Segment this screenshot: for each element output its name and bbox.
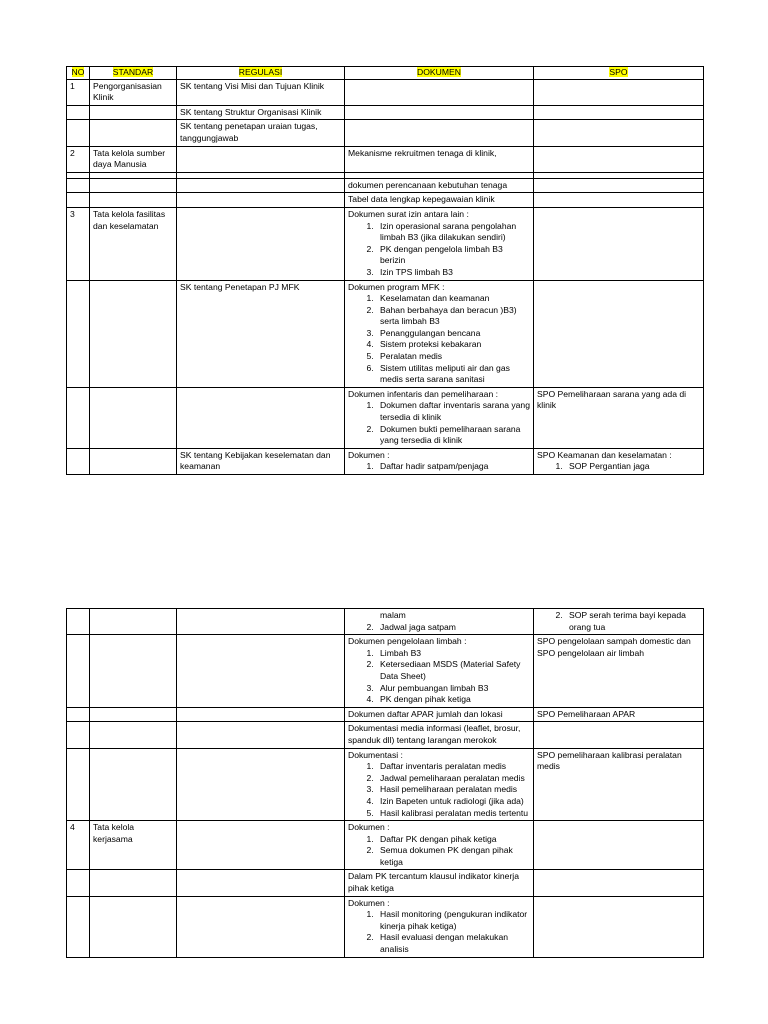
cell-standar [90, 448, 177, 474]
cell-text: Dokumen : [348, 897, 390, 908]
cell-regulasi [177, 748, 345, 821]
cell-regulasi [177, 821, 345, 870]
list-item: 3. Hasil pemeliharaan peralatan medis [376, 784, 530, 796]
cell-spo [534, 207, 704, 280]
cell-regulasi [177, 387, 345, 448]
cell-no [67, 722, 90, 748]
standards-table-page-1 [66, 66, 704, 475]
cell-spo [534, 146, 704, 172]
numbered-list [348, 648, 530, 706]
cell-regulasi [177, 448, 345, 474]
cell-standar [90, 280, 177, 387]
cell-dokumen [345, 448, 534, 474]
cell-text: Tata kelola kerjasama [93, 822, 135, 844]
cell-regulasi [177, 635, 345, 708]
header-regulasi: REGULASI [177, 67, 345, 80]
list-item: 1. Izin operasional sarana pengolahan limbah B3 (jika dilakukan sendiri) [376, 221, 530, 244]
cell-regulasi [177, 178, 345, 193]
cell-standar [90, 120, 177, 146]
table-row [67, 146, 704, 172]
cell-dokumen [345, 178, 534, 193]
table-row [67, 609, 704, 635]
list-item: 2. Hasil evaluasi dengan melakukan analisis [376, 932, 530, 955]
table-row [67, 387, 704, 448]
cell-no [67, 207, 90, 280]
cell-spo [534, 707, 704, 722]
cell-text: SK tentang Kebijakan keselematan dan keamanan [180, 449, 331, 472]
list-item: 2. Jadwal pemeliharaan peralatan medis [376, 773, 530, 785]
cell-no [67, 748, 90, 821]
table-row [67, 870, 704, 896]
list-item: 1. Daftar PK dengan pihak ketiga [376, 834, 530, 846]
cell-text: 4 [70, 822, 75, 833]
list-item: 2. Jadwal jaga satpam [376, 622, 530, 634]
list-item: 1. Dokumen daftar inventaris sarana yang tersedia di klinik [376, 400, 530, 423]
numbered-list [348, 400, 530, 446]
numbered-list [348, 909, 530, 955]
cell-standar [90, 896, 177, 957]
cell-spo [534, 105, 704, 120]
cell-dokumen [345, 79, 534, 105]
cell-spo [534, 280, 704, 387]
cell-regulasi [177, 146, 345, 172]
list-item: 4. PK dengan pihak ketiga [376, 694, 530, 706]
cell-text: SPO Pemeliharaan APAR [537, 708, 636, 719]
cell-spo [534, 635, 704, 708]
cell-dokumen [345, 120, 534, 146]
list-item: 2. Dokumen bukti pemeliharaan sarana yang tersedia di klinik [376, 424, 530, 447]
list-item: 3. Izin TPS limbah B3 [376, 267, 530, 279]
cell-dokumen [345, 748, 534, 821]
list-item: 1. Limbah B3 [376, 648, 530, 660]
list-item: 3. Alur pembuangan limbah B3 [376, 683, 530, 695]
table-row [67, 896, 704, 957]
cell-text: Dokumen : [348, 822, 390, 833]
cell-text: Dalam PK tercantum klausul indikator kinerja pihak ketiga [348, 871, 519, 894]
cell-dokumen [345, 722, 534, 748]
cell-text: Dokumentasi media informasi (leaflet, brosur, spanduk dll) tentang larangan merokok [348, 723, 521, 745]
cell-no [67, 387, 90, 448]
cell-text: SPO Pemeliharaan sarana yang ada di klinik [537, 388, 687, 411]
cell-text: Mekanisme rekruitmen tenaga di klinik, [348, 147, 497, 158]
cell-text: Dokumen : [348, 449, 390, 460]
cell-regulasi [177, 105, 345, 120]
cell-no [67, 105, 90, 120]
cell-text: 1 [70, 80, 75, 91]
cell-dokumen [345, 896, 534, 957]
numbered-list [348, 761, 530, 819]
table-row [67, 280, 704, 387]
table-row [67, 105, 704, 120]
list-item: 2. SOP serah terima bayi kepada orang tua [565, 610, 700, 633]
cell-dokumen [345, 146, 534, 172]
list-item: 5. Peralatan medis [376, 351, 530, 363]
numbered-list [537, 461, 700, 473]
cell-regulasi [177, 707, 345, 722]
cell-dokumen [345, 870, 534, 896]
cell-no [67, 609, 90, 635]
cell-no [67, 896, 90, 957]
cell-no [67, 178, 90, 193]
list-item: 2. Semua dokumen PK dengan pihak ketiga [376, 845, 530, 868]
cell-standar [90, 79, 177, 105]
list-item: 1. Keselamatan dan keamanan [376, 293, 530, 305]
cell-spo [534, 821, 704, 870]
cell-text: Dokumen program MFK : [348, 281, 445, 292]
cell-dokumen [345, 280, 534, 387]
cell-text: Dokumen surat izin antara lain : [348, 208, 469, 219]
cell-regulasi [177, 280, 345, 387]
cell-no [67, 120, 90, 146]
table-row [67, 448, 704, 474]
header-standar: STANDAR [90, 67, 177, 80]
table-body [67, 609, 704, 958]
cell-text: Dokumen pengelolaan limbah : [348, 636, 467, 647]
cell-standar [90, 707, 177, 722]
table-row [67, 178, 704, 193]
cell-regulasi [177, 79, 345, 105]
table-row [67, 748, 704, 821]
cell-no [67, 870, 90, 896]
cell-regulasi [177, 207, 345, 280]
cell-regulasi [177, 722, 345, 748]
cell-regulasi [177, 193, 345, 208]
list-item: 1. SOP Pergantian jaga [565, 461, 700, 473]
numbered-list [348, 461, 530, 473]
cell-regulasi [177, 896, 345, 957]
cell-spo [534, 120, 704, 146]
cell-text: SK tentang Penetapan PJ MFK [180, 281, 300, 292]
cell-text: 3 [70, 208, 75, 219]
table-body [67, 79, 704, 474]
list-item: 1. Daftar inventaris peralatan medis [376, 761, 530, 773]
header-no: NO [67, 67, 90, 80]
cell-text: Dokumen infentaris dan pemeliharaan : [348, 388, 499, 399]
table-row [67, 821, 704, 870]
cell-no [67, 635, 90, 708]
cell-no [67, 146, 90, 172]
cell-text: SK tentang Struktur Organisasi Klinik [180, 106, 322, 117]
list-item: 4. Izin Bapeten untuk radiologi (jika ada) [376, 796, 530, 808]
table-row [67, 120, 704, 146]
cell-spo [534, 178, 704, 193]
numbered-list [348, 293, 530, 386]
numbered-list [348, 834, 530, 869]
cell-text: dokumen perencanaan kebutuhan tenaga [348, 179, 508, 190]
cell-spo [534, 870, 704, 896]
cell-dokumen [345, 609, 534, 635]
cell-text: Tata kelola fasilitas dan keselamatan [93, 208, 166, 231]
cell-dokumen [345, 193, 534, 208]
cell-text: SPO pengelolaan sampah domestic dan SPO pengelolaan air limbah [537, 636, 691, 658]
cell-standar [90, 635, 177, 708]
cell-dokumen [345, 635, 534, 708]
cell-no [67, 821, 90, 870]
cell-dokumen [345, 821, 534, 870]
cell-no [67, 79, 90, 105]
cell-standar [90, 105, 177, 120]
cell-standar [90, 748, 177, 821]
table-row [67, 207, 704, 280]
list-item: 1. Hasil monitoring (pengukuran indikator kinerja pihak ketiga) [376, 909, 530, 932]
cell-text: SK tentang Visi Misi dan Tujuan Klinik [180, 80, 325, 91]
table-row [67, 722, 704, 748]
cell-dokumen [345, 207, 534, 280]
cell-spo [534, 193, 704, 208]
cell-standar [90, 821, 177, 870]
cell-spo [534, 896, 704, 957]
list-item: 3. Penanggulangan bencana [376, 328, 530, 340]
cell-standar [90, 387, 177, 448]
list-continuation: malam [380, 610, 406, 620]
cell-standar [90, 193, 177, 208]
cell-text: Dokumen daftar APAR jumlah dan lokasi [348, 708, 503, 719]
cell-standar [90, 870, 177, 896]
cell-text: Dokumentasi : [348, 749, 403, 760]
header-dokumen: DOKUMEN [345, 67, 534, 80]
cell-spo [534, 722, 704, 748]
cell-text: Tata kelola sumber daya Manusia [93, 147, 166, 170]
cell-standar [90, 178, 177, 193]
cell-no [67, 448, 90, 474]
cell-spo [534, 609, 704, 635]
cell-dokumen [345, 105, 534, 120]
cell-text: 2 [70, 147, 75, 158]
cell-spo [534, 748, 704, 821]
cell-text: SPO pemeliharaan kalibrasi peralatan medis [537, 749, 682, 772]
cell-regulasi [177, 870, 345, 896]
cell-spo [534, 79, 704, 105]
cell-dokumen [345, 387, 534, 448]
numbered-list [537, 610, 700, 633]
table-row [67, 79, 704, 105]
cell-no [67, 280, 90, 387]
cell-text: SK tentang penetapan uraian tugas, tanggungjawab [180, 121, 318, 143]
cell-standar [90, 207, 177, 280]
cell-standar [90, 722, 177, 748]
cell-standar [90, 609, 177, 635]
table-row [67, 635, 704, 708]
cell-spo [534, 387, 704, 448]
table-row [67, 193, 704, 208]
numbered-list [348, 221, 530, 279]
cell-text: Tabel data lengkap kepegawaian klinik [348, 194, 495, 205]
cell-regulasi [177, 120, 345, 146]
list-item: 5. Hasil kalibrasi peralatan medis tertentu [376, 808, 530, 820]
numbered-list [348, 622, 530, 634]
list-item: 4. Sistem proteksi kebakaran [376, 339, 530, 351]
cell-text: Pengorganisasian Klinik [93, 80, 162, 103]
header-row [67, 67, 704, 80]
list-item: 2. Ketersediaan MSDS (Material Safety Data Sheet) [376, 659, 530, 682]
cell-text: SPO Keamanan dan keselamatan : [537, 449, 672, 460]
list-item: 1. Daftar hadir satpam/penjaga [376, 461, 530, 473]
table-row [67, 707, 704, 722]
standards-table-page-2 [66, 608, 704, 958]
cell-spo [534, 448, 704, 474]
cell-standar [90, 146, 177, 172]
cell-dokumen [345, 707, 534, 722]
list-item: 6. Sistem utilitas meliputi air dan gas medis serta sarana sanitasi [376, 363, 530, 386]
cell-regulasi [177, 609, 345, 635]
cell-no [67, 193, 90, 208]
list-item: 2. PK dengan pengelola limbah B3 berizin [376, 244, 530, 267]
header-spo: SPO [534, 67, 704, 80]
list-item: 2. Bahan berbahaya dan beracun )B3) serta limbah B3 [376, 305, 530, 328]
cell-no [67, 707, 90, 722]
